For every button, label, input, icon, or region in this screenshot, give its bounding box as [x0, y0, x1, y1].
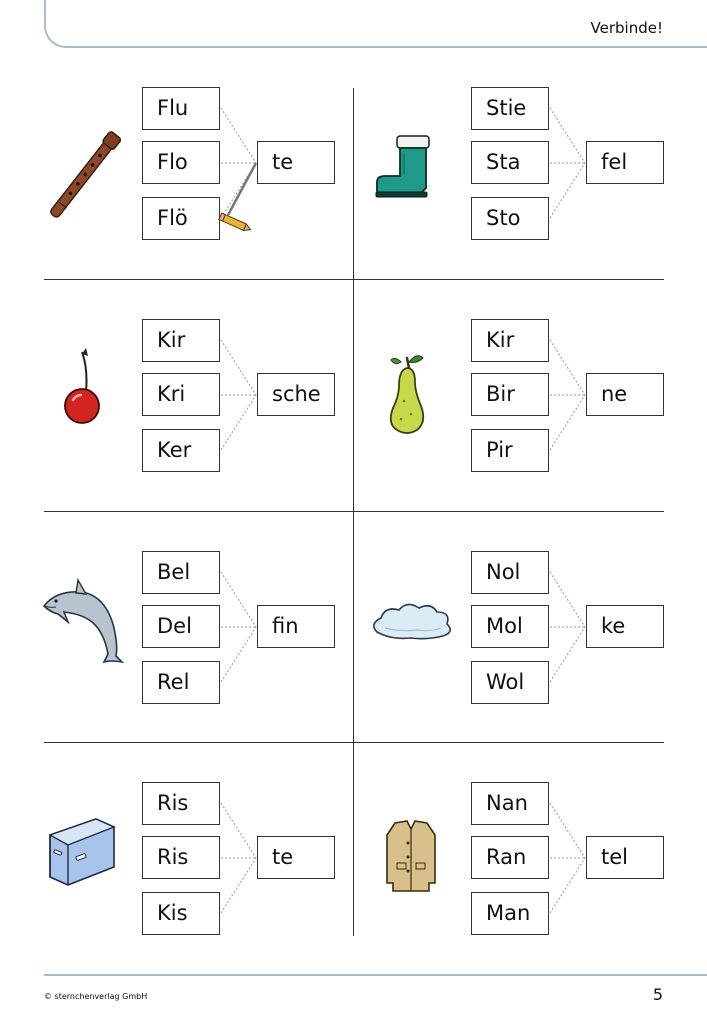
footer-rule: [44, 974, 707, 976]
connector-lines: [220, 528, 260, 760]
exercise-cell-5: [44, 528, 364, 760]
syllable-box[interactable]: Flö: [142, 197, 220, 240]
syllable-box[interactable]: Rel: [142, 661, 220, 704]
exercise-cell-2: [373, 64, 693, 296]
syllable-box[interactable]: Bel: [142, 551, 220, 594]
connector-lines: [220, 759, 260, 991]
box-icon: [42, 759, 132, 991]
pear-icon: [371, 296, 461, 528]
suffix-box[interactable]: te: [257, 836, 335, 879]
cherry-icon: [42, 296, 132, 528]
syllable-box[interactable]: Kir: [142, 319, 220, 362]
pencil-line-icon: [220, 160, 260, 240]
connector-lines: [220, 296, 260, 528]
syllable-box[interactable]: Wol: [471, 661, 549, 704]
exercise-cell-6: [373, 528, 693, 760]
exercise-cell-4: [373, 296, 693, 528]
connector-lines: [549, 64, 589, 296]
suffix-box[interactable]: ke: [586, 605, 664, 648]
exercise-cell-1: [44, 64, 364, 296]
suffix-box[interactable]: te: [257, 141, 335, 184]
syllable-box[interactable]: Man: [471, 892, 549, 935]
syllable-box[interactable]: Flo: [142, 141, 220, 184]
syllable-box[interactable]: Bir: [471, 373, 549, 416]
suffix-box[interactable]: fin: [257, 605, 335, 648]
suffix-box[interactable]: ne: [586, 373, 664, 416]
coat-icon: [371, 759, 461, 991]
syllable-box[interactable]: Ker: [142, 429, 220, 472]
syllable-box[interactable]: Sto: [471, 197, 549, 240]
flute-icon: [42, 64, 132, 296]
syllable-box[interactable]: Kri: [142, 373, 220, 416]
syllable-box[interactable]: Nan: [471, 782, 549, 825]
exercise-cell-7: [44, 759, 364, 991]
syllable-box[interactable]: Stie: [471, 87, 549, 130]
syllable-box[interactable]: Del: [142, 605, 220, 648]
syllable-box[interactable]: Pir: [471, 429, 549, 472]
suffix-box[interactable]: fel: [586, 141, 664, 184]
page-title: Verbinde!: [590, 19, 663, 37]
exercise-cell-3: [44, 296, 364, 528]
syllable-box[interactable]: Kis: [142, 892, 220, 935]
suffix-box[interactable]: tel: [586, 836, 664, 879]
dolphin-icon: [42, 528, 132, 760]
boot-icon: [371, 64, 461, 296]
syllable-box[interactable]: Flu: [142, 87, 220, 130]
syllable-box[interactable]: Sta: [471, 141, 549, 184]
cloud-icon: [371, 528, 461, 760]
connector-lines: [549, 528, 589, 760]
syllable-box[interactable]: Ran: [471, 836, 549, 879]
syllable-box[interactable]: Kir: [471, 319, 549, 362]
syllable-box[interactable]: Ris: [142, 782, 220, 825]
suffix-box[interactable]: sche: [257, 373, 335, 416]
syllable-box[interactable]: Nol: [471, 551, 549, 594]
connector-lines: [549, 759, 589, 991]
connector-lines: [549, 296, 589, 528]
copyright-text: © sternchenverlag GmbH: [44, 992, 148, 1001]
exercise-cell-8: [373, 759, 693, 991]
page-number: 5: [652, 985, 663, 1004]
syllable-box[interactable]: Mol: [471, 605, 549, 648]
syllable-box[interactable]: Ris: [142, 836, 220, 879]
